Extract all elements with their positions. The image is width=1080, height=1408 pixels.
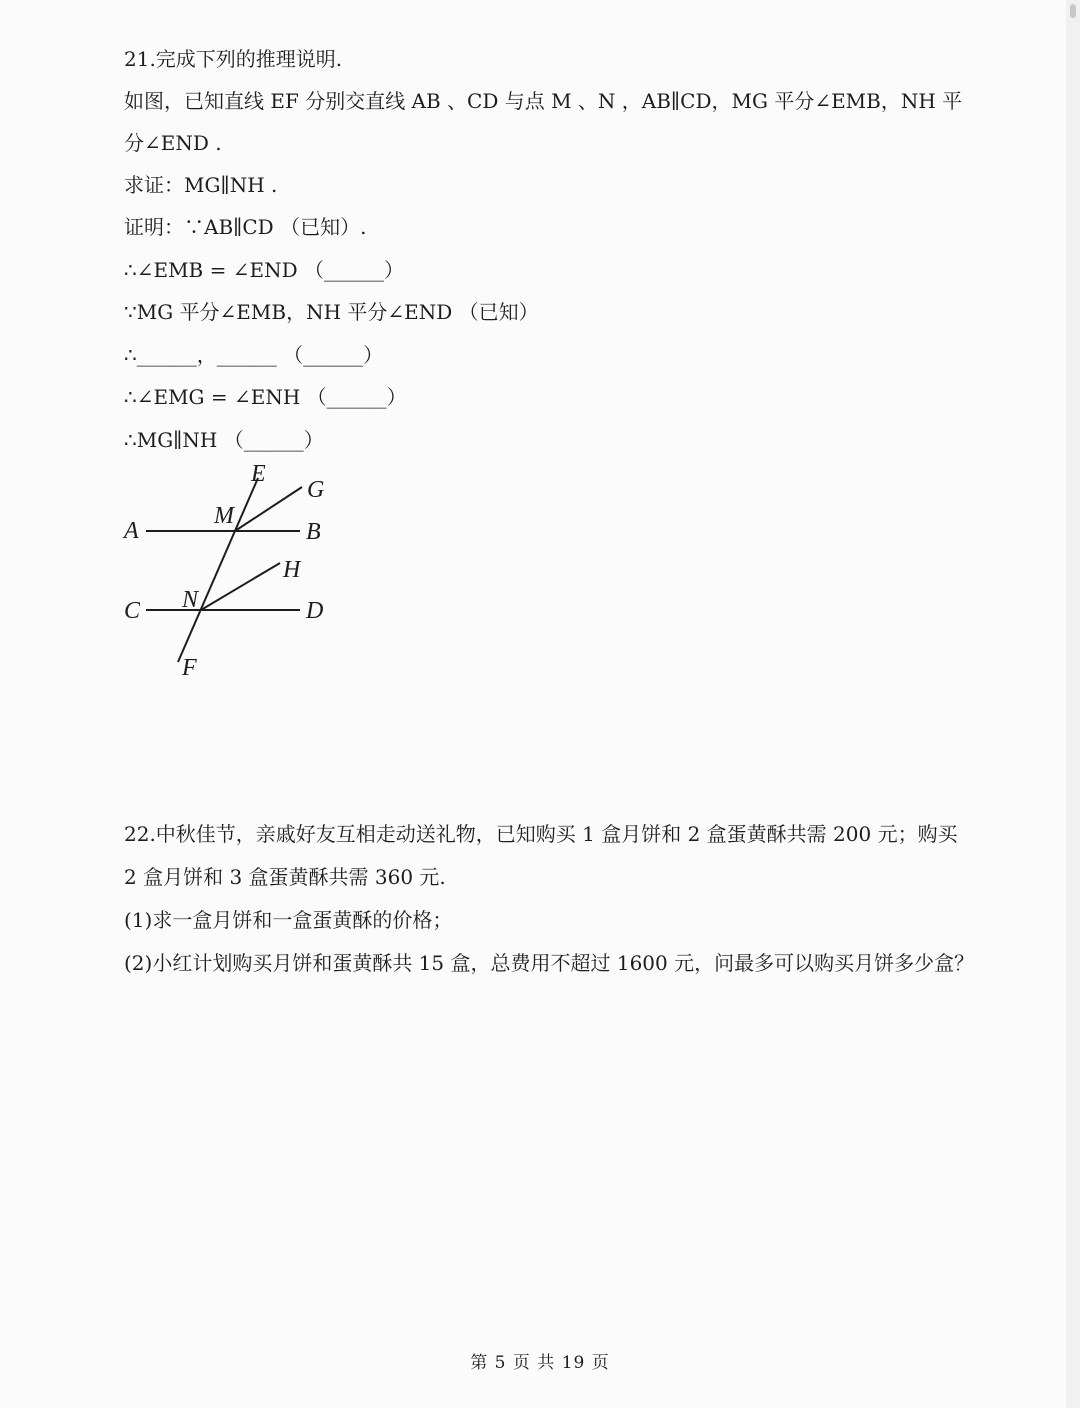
q22-part1: (1)求一盒月饼和一盒蛋黄酥的价格；	[124, 908, 453, 932]
q22-part2: (2)小红计划购买月饼和蛋黄酥共 15 盒，总费用不超过 1600 元，问最多可以购买月饼多少盒？	[124, 951, 975, 975]
ray-NH	[201, 563, 280, 610]
label-M: M	[214, 503, 234, 529]
q21-step5: ∴∠EMG = ∠ENH （______）	[124, 385, 407, 409]
label-H: H	[283, 557, 301, 583]
q22-line1: 22.中秋佳节，亲戚好友互相走动送礼物，已知购买 1 盒月饼和 2 盒蛋黄酥共需 200 元；购买	[124, 822, 958, 846]
label-F: F	[182, 655, 197, 681]
q21-step4: ∴______，______ （______）	[124, 343, 384, 367]
q21-step6: ∴MG∥NH （______）	[124, 428, 324, 452]
q21-title: 21.完成下列的推理说明.	[124, 47, 343, 71]
label-B: B	[306, 519, 321, 545]
q22-line2: 2 盒月饼和 3 盒蛋黄酥共需 360 元.	[124, 865, 446, 889]
q21-step2: ∴∠EMB = ∠END （______）	[124, 258, 404, 282]
q21-step1: 证明：∵AB∥CD （已知）.	[124, 215, 367, 239]
geometry-figure	[110, 455, 360, 690]
label-C: C	[124, 598, 141, 624]
label-A: A	[124, 518, 139, 544]
q21-prove: 求证：MG∥NH .	[124, 173, 278, 197]
label-G: G	[307, 477, 325, 503]
q21-given-line2: 分∠END .	[124, 131, 222, 155]
scrollbar-thumb[interactable]	[1070, 4, 1076, 18]
q21-given-line1: 如图，已知直线 EF 分别交直线 AB 、CD 与点 M 、N ，AB∥CD，MG 平分∠EMB，NH 平	[124, 89, 963, 113]
page-footer: 第 5 页 共 19 页	[470, 1353, 610, 1373]
scrollbar[interactable]	[1066, 0, 1080, 1408]
q21-step3: ∵MG 平分∠EMB，NH 平分∠END （已知）	[124, 300, 539, 324]
label-D: D	[306, 598, 324, 624]
label-E: E	[251, 461, 266, 487]
label-N: N	[182, 587, 199, 613]
